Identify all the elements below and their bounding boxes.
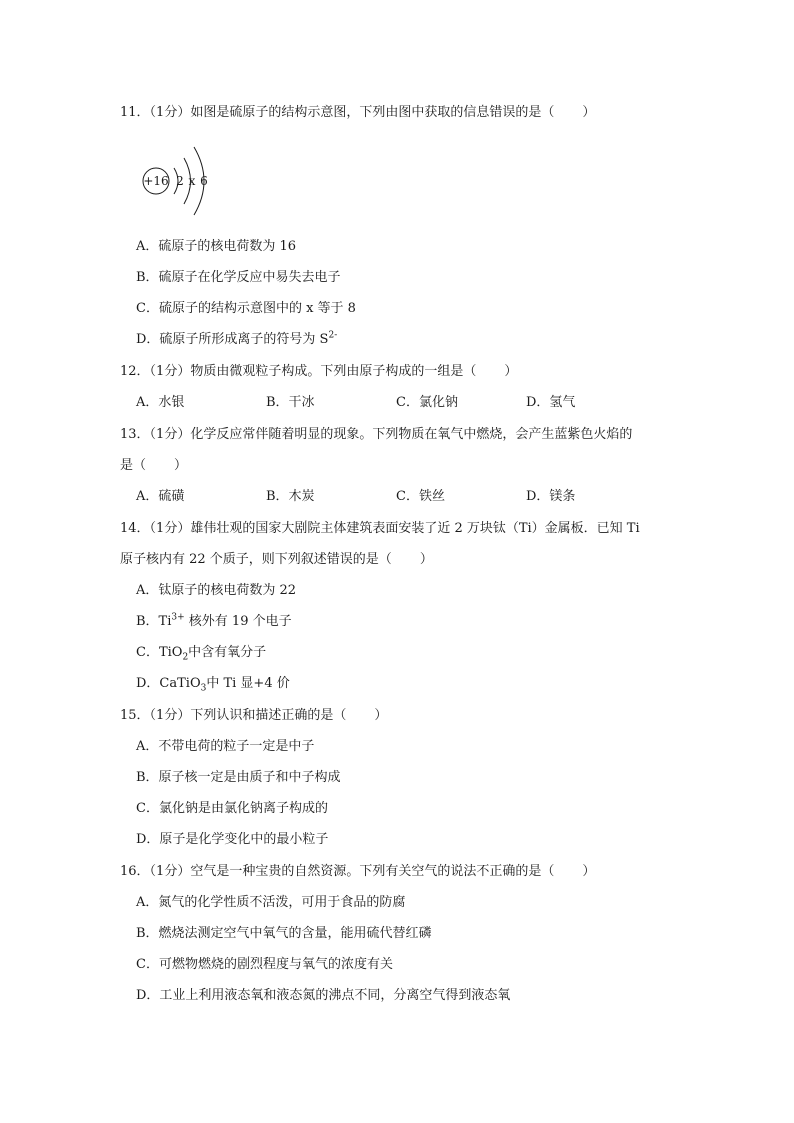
- q11-option-a: A．硫原子的核电荷数为 16: [136, 239, 297, 254]
- q12-stem: 12．（1分）物质由微观粒子构成。下列由原子构成的一组是（ ）: [120, 364, 518, 379]
- q11-option-b: B．硫原子在化学反应中易失去电子: [136, 270, 341, 285]
- q16-stem: 16．（1分）空气是一种宝贵的自然资源。下列有关空气的说法不正确的是（ ）: [120, 864, 596, 879]
- shell-3-electrons: 6: [200, 174, 208, 188]
- q11-option-c: C．硫原子的结构示意图中的 x 等于 8: [136, 301, 356, 316]
- q15-option-c: C．氯化钠是由氯化钠离子构成的: [136, 801, 328, 816]
- q13-option-a: A．硫磺: [136, 489, 185, 504]
- q15-option-b: B．原子核一定是由质子和中子构成: [136, 770, 341, 785]
- q11-option-d: D．硫原子所形成离子的符号为 $S^{2-}$: [136, 330, 338, 347]
- q13-option-b: B．木炭: [266, 489, 315, 504]
- q12-option-d: D．氢气: [526, 395, 576, 410]
- q14-option-b: B．$Ti^{3+}$ 核外有 19 个电子: [136, 612, 292, 629]
- nucleus-charge-label: +16: [143, 174, 169, 188]
- q13-stem: 13．（1分）化学反应常伴随着明显的现象。下列物质在氧气中燃烧，会产生蓝紫色火焰的: [120, 427, 633, 442]
- q15-stem: 15．（1分）下列认识和描述正确的是（ ）: [120, 708, 388, 723]
- sulfur-atom-structure-diagram: [140, 135, 230, 225]
- q12-options: [136, 393, 656, 413]
- q15-option-d: D．原子是化学变化中的最小粒子: [136, 832, 329, 847]
- q13-option-d: D．镁条: [526, 489, 576, 504]
- q12-option-a: A．水银: [136, 395, 185, 410]
- q15-option-a: A．不带电荷的粒子一定是中子: [136, 739, 315, 754]
- shell-1-electrons: 2: [176, 174, 184, 188]
- q16-option-b: B．燃烧法测定空气中氧气的含量，能用硫代替红磷: [136, 926, 432, 941]
- q12-option-c: C．氯化钠: [396, 395, 458, 410]
- q12-option-b: B．干冰: [266, 395, 315, 410]
- q11-stem: 11．（1分）如图是硫原子的结构示意图，下列由图中获取的信息错误的是（ ）: [120, 105, 596, 120]
- q14-stem: 14．（1分）雄伟壮观的国家大剧院主体建筑表面安装了近 2 万块钛（Ti）金属板．已知 Ti: [120, 521, 640, 536]
- q16-option-d: D．工业上利用液态氧和液态氮的沸点不同，分离空气得到液态氧: [136, 988, 511, 1003]
- shell-2-electrons: x: [188, 174, 196, 188]
- q13-stem-continued: 是（ ）: [120, 458, 188, 473]
- q16-option-c: C．可燃物燃烧的剧烈程度与氧气的浓度有关: [136, 957, 393, 972]
- q14-option-a: A．钛原子的核电荷数为 22: [136, 583, 297, 598]
- q13-option-c: C．铁丝: [396, 489, 445, 504]
- q14-option-d: D．CaTiO$_3$中 Ti 显+4 价: [136, 676, 290, 694]
- q16-option-a: A．氮气的化学性质不活泼，可用于食品的防腐: [136, 895, 406, 910]
- q14-option-c: C．TiO$_2$中含有氧分子: [136, 645, 267, 663]
- q13-options: [136, 487, 656, 507]
- q14-stem-continued: 原子核内有 22 个质子，则下列叙述错误的是（ ）: [120, 552, 433, 567]
